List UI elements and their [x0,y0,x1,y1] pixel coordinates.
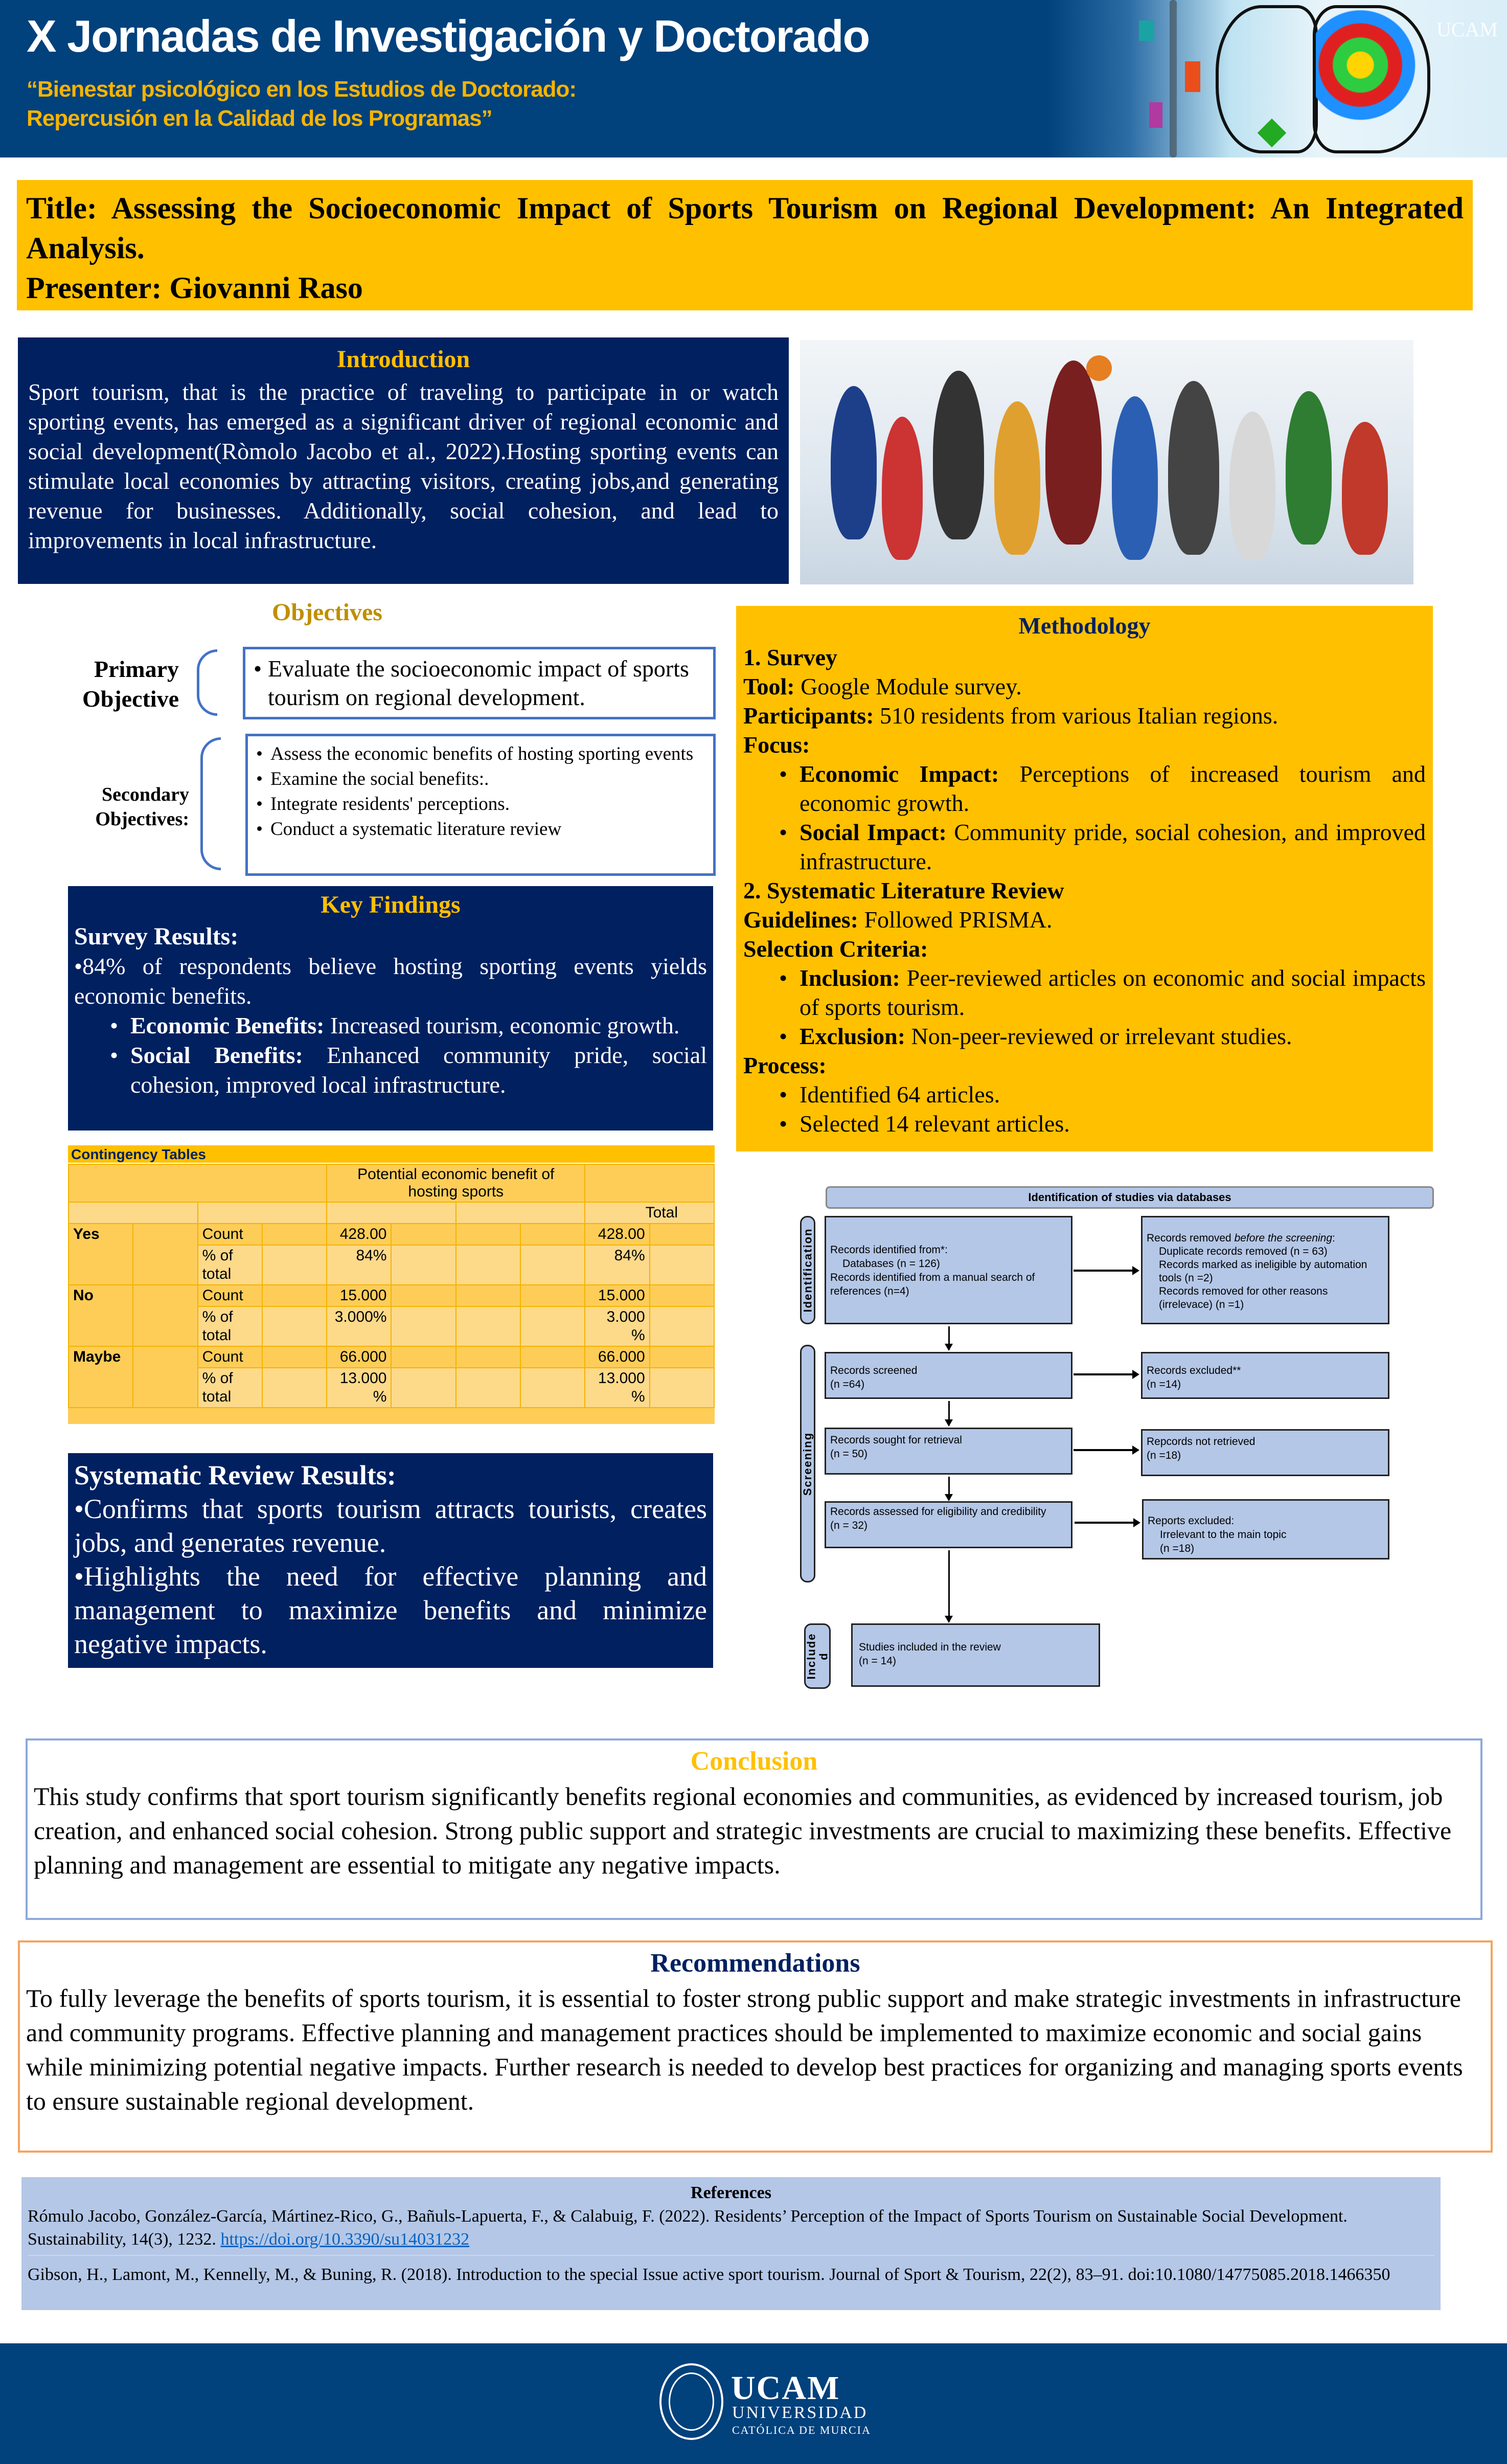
contingency-table-caption: Contingency Tables [68,1145,715,1164]
systematic-review-item: •Highlights the need for effective planning and management to maximize benefits and minimize negative impacts. [74,1561,707,1659]
count-value: 428.00 [327,1224,391,1245]
presenter: Presenter: Giovanni Raso [26,271,363,305]
systematic-review-item: •Confirms that sports tourism attracts tourists, creates jobs, and generates revenue. [74,1494,707,1558]
phase-identification: Identification [800,1216,815,1324]
primary-objective-item: • Evaluate the socioeconomic impact of sports tourism on regional development. [253,654,706,712]
process-label: Process: [743,1052,827,1078]
methodology-section [736,606,1433,1151]
secondary-objectives-label: Secondary Objectives: [95,784,189,830]
secondary-objective-item: • Assess the economic benefits of hosting sporting events [255,741,706,766]
poster-title-box [17,180,1473,310]
ucam-logo-line1: UNIVERSIDAD [732,2403,868,2422]
pct-value: 3.000% [327,1306,391,1346]
systematic-review-heading: Systematic Review Results: [74,1460,396,1490]
count-label: Count [198,1285,262,1306]
focus-item-label: Economic Impact: [800,761,999,787]
records-screened-box: Records screened (n =64) [825,1352,1072,1399]
pct-label: % of total [198,1368,262,1408]
poster-title: Title: Assessing the Socioeconomic Impact of Sports Tourism on Regional Development: An Integrated Analysis. [26,191,1464,265]
pct-label: % of total [198,1306,262,1346]
studies-included-box: Studies included in the review (n = 14) [851,1623,1100,1687]
arrow-down-icon [948,1326,950,1350]
focus-item-text: Community pride, social cohesion, and improved infrastructure. [800,819,1426,874]
pct-total: 84% [585,1245,649,1285]
focus-item-label: Social Impact: [800,819,947,845]
pct-total: 13.000 % [585,1368,649,1408]
header-banner [0,0,1507,157]
sports-athletes-image [800,340,1413,584]
row-group-label: No [68,1285,133,1346]
phase-screening: Screening [800,1345,815,1583]
secondary-objective-item: • Conduct a systematic literature review [255,817,706,842]
pct-value: 13.000 % [327,1368,391,1408]
introduction-section [18,337,789,584]
pct-label: % of total [198,1245,262,1285]
table-row [68,1224,714,1245]
pct-value: 84% [327,1245,391,1285]
arrow-right-icon [1074,1270,1137,1272]
focus-label: Focus: [743,732,810,758]
table-row [68,1285,714,1306]
university-seal-icon [659,2363,723,2440]
primary-objective-label: Primary Objective [82,656,179,712]
criteria-item [779,963,1426,1022]
records-assessed-box: Records assessed for eligibility and credibility (n = 32) [825,1501,1072,1548]
count-total: 66.000 [585,1346,649,1368]
reference-item: Gibson, H., Lamont, M., Kennelly, M., & Buning, R. (2018). Introduction to the special Issue active sport tourism. Journal of Sport & Tourism, 22(2), 83–91. doi:10.1080/14775085.2018.1466350 [28,2255,1434,2290]
finding-text: Increased tourism, economic growth. [324,1012,680,1038]
objectives-heading: Objectives [272,599,382,626]
arrow-right-icon [1074,1373,1137,1375]
table-row [68,1346,714,1368]
doi-link[interactable]: https://doi.org/10.3390/su14031232 [220,2230,470,2249]
criteria-item-text: Peer-reviewed articles on economic and social impacts of sports tourism. [800,965,1426,1020]
reference-item: Rómulo Jacobo, González-García, Mártinez-Rico, G., Bañuls-Lapuerta, F., & Calabuig, F. (2022). Residents’ Perception of the Impact of Sports Tourism on Sustainable Social Development. Sustainability, 14(3), 1232. https://doi.org/10.3390/su14031232 [28,2207,1348,2249]
records-excluded-box: Records excluded** (n =14) [1141,1352,1389,1399]
finding-label: Economic Benefits: [130,1012,325,1038]
primary-brace-icon [197,649,217,716]
prisma-top-banner: Identification of studies via databases [826,1186,1434,1209]
row-group-label: Maybe [68,1346,133,1408]
header-ucam-logo: UCAM [1436,18,1498,41]
guidelines-value: Followed PRISMA. [858,907,1053,933]
count-total: 428.00 [585,1224,649,1245]
criteria-item-text: Non-peer-reviewed or irrelevant studies. [905,1023,1292,1049]
conference-subtitle-line2: Repercusión en la Calidad de los Programas” [27,106,492,131]
count-label: Count [198,1224,262,1245]
criteria-label: Selection Criteria: [743,936,928,962]
count-label: Count [198,1346,262,1368]
arrow-down-icon [948,1550,950,1622]
ucam-logo-line2: CATÓLICA DE MURCIA [732,2424,871,2436]
tool-value: Google Module survey. [794,673,1022,699]
guidelines-label: Guidelines: [743,907,858,933]
survey-results-text: •84% of respondents believe hosting sporting events yields economic benefits. [74,953,707,1009]
slr-heading: 2. Systematic Literature Review [743,877,1064,903]
conference-title: X Jornadas de Investigación y Doctorado [27,11,870,61]
criteria-item [779,1022,1426,1051]
finding-label: Social Benefits: [130,1042,303,1068]
recommendations-body: To fully leverage the benefits of sports tourism, it is essential to foster strong public support and make strategic investments in infrastructure and community programs. Effective planning and management practices should be implemented to maximize economic and social gains while minimizing potential negative impacts. Further research is needed to develop best practices for organizing and managing sports events to ensure sustainable regional development. [26,1984,1463,2115]
records-removed-box: Records removed before the screening: Duplicate records removed (n = 63) Records marked as ineligible by automation tools (n =2) Records removed for other reasons (irrelevace) (n =1) [1141,1216,1389,1324]
finding-text: Enhanced community pride, social cohesion, improved local infrastructure. [130,1042,707,1098]
reports-excluded-box: Reports excluded: Irrelevant to the main topic (n =18) [1142,1499,1389,1559]
secondary-brace-icon [200,737,221,870]
count-value: 66.000 [327,1346,391,1368]
conference-subtitle-line1: “Bienestar psicológico en los Estudios de Doctorado: [27,77,577,102]
finding-bullet [110,1041,707,1100]
primary-objective-box [243,647,716,719]
secondary-objective-item: • Examine the social benefits:. [255,766,706,792]
participants-label: Participants: [743,703,874,729]
survey-results-heading: Survey Results: [74,923,239,950]
pct-total: 3.000 % [585,1306,649,1346]
focus-item [779,818,1426,876]
references-section [21,2177,1441,2310]
conclusion-heading: Conclusion [690,1747,818,1776]
count-total: 15.000 [585,1285,649,1306]
criteria-item-label: Exclusion: [800,1023,906,1049]
finding-bullet [110,1011,707,1041]
systematic-review-results-section [68,1453,713,1668]
group-header: Potential economic benefit of hosting sports [327,1164,585,1202]
records-not-retrieved-box: Repcords not retrieved (n =18) [1141,1429,1389,1476]
conclusion-section [26,1738,1482,1920]
key-findings-heading: Key Findings [321,891,461,918]
focus-item-text: Perceptions of increased tourism and economic growth. [800,761,1426,816]
criteria-item-label: Inclusion: [800,965,900,991]
methodology-heading: Methodology [1018,613,1151,639]
prisma-flow-diagram [797,1176,1436,1687]
conclusion-body: This study confirms that sport tourism significantly benefits regional economies and communities, as evidenced by increased tourism, job creation, and enhanced social cohesion. Strong public support and strategic investments are crucial to maximizing these benefits. Effective planning and management are essential to mitigate any negative impacts. [34,1782,1452,1879]
secondary-objectives-box [245,734,716,876]
process-item: • Selected 14 relevant articles. [779,1109,1426,1138]
participants-value: 510 residents from various Italian regions. [874,703,1278,729]
ucam-logo-name: UCAM [731,2369,840,2407]
arrow-down-icon [948,1477,950,1500]
records-identified-box: Records identified from*: Databases (n = 126) Records identified from a manual search of references (n=4) [825,1216,1072,1324]
introduction-heading: Introduction [336,346,470,373]
key-findings-section [68,886,713,1131]
phase-included: Include d [804,1623,831,1689]
arrow-down-icon [948,1401,950,1426]
row-group-label: Yes [68,1224,133,1285]
arrow-right-icon [1074,1449,1137,1451]
contingency-table [68,1145,715,1424]
survey-heading: 1. Survey [743,644,837,670]
contingency-table-grid [68,1164,715,1408]
secondary-objective-item: • Integrate residents' perceptions. [255,792,706,817]
recommendations-heading: Recommendations [650,1949,860,1978]
focus-item [779,759,1426,818]
records-sought-box: Records sought for retrieval (n = 50) [825,1428,1072,1475]
arrow-right-icon [1075,1522,1138,1524]
tool-label: Tool: [743,673,795,699]
count-value: 15.000 [327,1285,391,1306]
process-item: • Identified 64 articles. [779,1080,1426,1109]
recommendations-section [18,1940,1493,2153]
total-header: Total [585,1202,714,1224]
references-heading: References [691,2183,771,2202]
introduction-body: Sport tourism, that is the practice of traveling to participate in or watch sporting events, has emerged as a significant driver of regional economic and social development(Ròmolo Jacobo et al., 2022).Hosting sporting events can stimulate local economies by attracting visitors, creating jobs,and generating revenue for businesses. Additionally, social cohesion, and lead to improvements in local infrastructure. [28,379,779,553]
